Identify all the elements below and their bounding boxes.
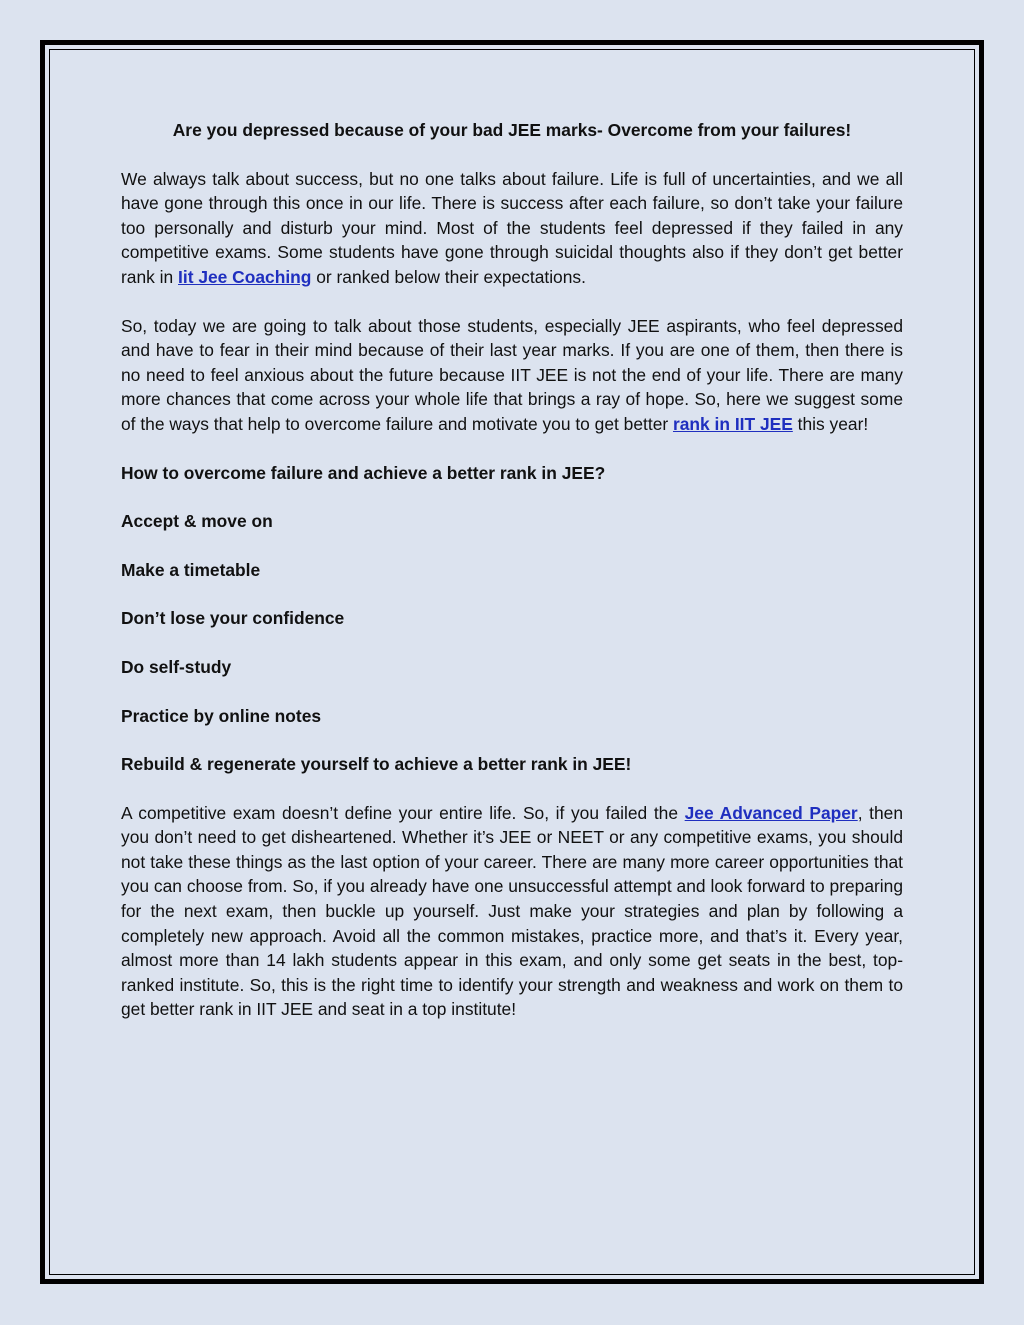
paragraph-aspirants xyxy=(121,314,903,437)
paragraph-aspirants-text-end: this year! xyxy=(792,413,869,434)
paragraph-intro xyxy=(121,167,903,290)
document-body xyxy=(121,118,903,1046)
heading-dont-lose-confidence: Don’t lose your confidence xyxy=(121,608,345,629)
paragraph-intro-text-end: or ranked below their expectations. xyxy=(311,266,586,287)
link-jee-advanced-paper[interactable]: Jee Advanced Paper xyxy=(684,802,858,823)
paragraph-competitive-exam xyxy=(121,801,903,1022)
heading-practice-online-notes: Practice by online notes xyxy=(121,705,322,726)
heading-accept-move-on: Accept & move on xyxy=(121,511,273,532)
link-iit-jee-coaching[interactable]: Iit Jee Coaching xyxy=(178,266,312,287)
paragraph-intro-text: We always talk about success, but no one talks about failure. Life is full of uncertainties, and we all have gone through this once in our life. There is success after each failure, so don’t take your failure too personally and disturb your mind. Most of the students feel depressed if they failed in any competitive exams. Some students have gone through suicidal thoughts also if they don’t get better rank in xyxy=(121,168,903,287)
paragraph-aspirants-text: So, today we are going to talk about those students, especially JEE aspirants, who feel depressed and have to fear in their mind because of their last year marks. If you are one of them, then there is no need to feel anxious about the future because IIT JEE is not the end of your life. There are many more chances that come across your whole life that brings a ray of hope. So, here we suggest some of the ways that help to overcome failure and motivate you to get better xyxy=(121,315,903,434)
heading-how-to-overcome: How to overcome failure and achieve a better rank in JEE? xyxy=(121,462,606,483)
paragraph-competitive-exam-text-end: , then you don’t need to get disheartened. Whether it’s JEE or NEET or any competitive exams, you should not take these things as the last option of your career. There are many more career opportunities that you can choose from. So, if you already have one unsuccessful attempt and look forward to preparing for the next exam, then buckle up yourself. Just make your strategies and plan by following a completely new approach. Avoid all the common mistakes, practice more, and that’s it. Every year, almost more than 14 lakh students appear in this exam, and only some get seats in the best, top-ranked institute. So, this is the right time to identify your strength and weakness and work on them to get better rank in IIT JEE and seat in a top institute! xyxy=(121,802,904,1020)
link-rank-in-iit-jee[interactable]: rank in IIT JEE xyxy=(672,413,793,434)
heading-rebuild-regenerate: Rebuild & regenerate yourself to achieve a better rank in JEE! xyxy=(121,754,632,775)
heading-do-self-study: Do self-study xyxy=(121,656,232,677)
document-title: Are you depressed because of your bad JEE marks- Overcome from your failures! xyxy=(172,120,852,140)
paragraph-competitive-exam-text: A competitive exam doesn’t define your entire life. So, if you failed the xyxy=(121,802,685,823)
heading-make-timetable: Make a timetable xyxy=(121,559,261,580)
